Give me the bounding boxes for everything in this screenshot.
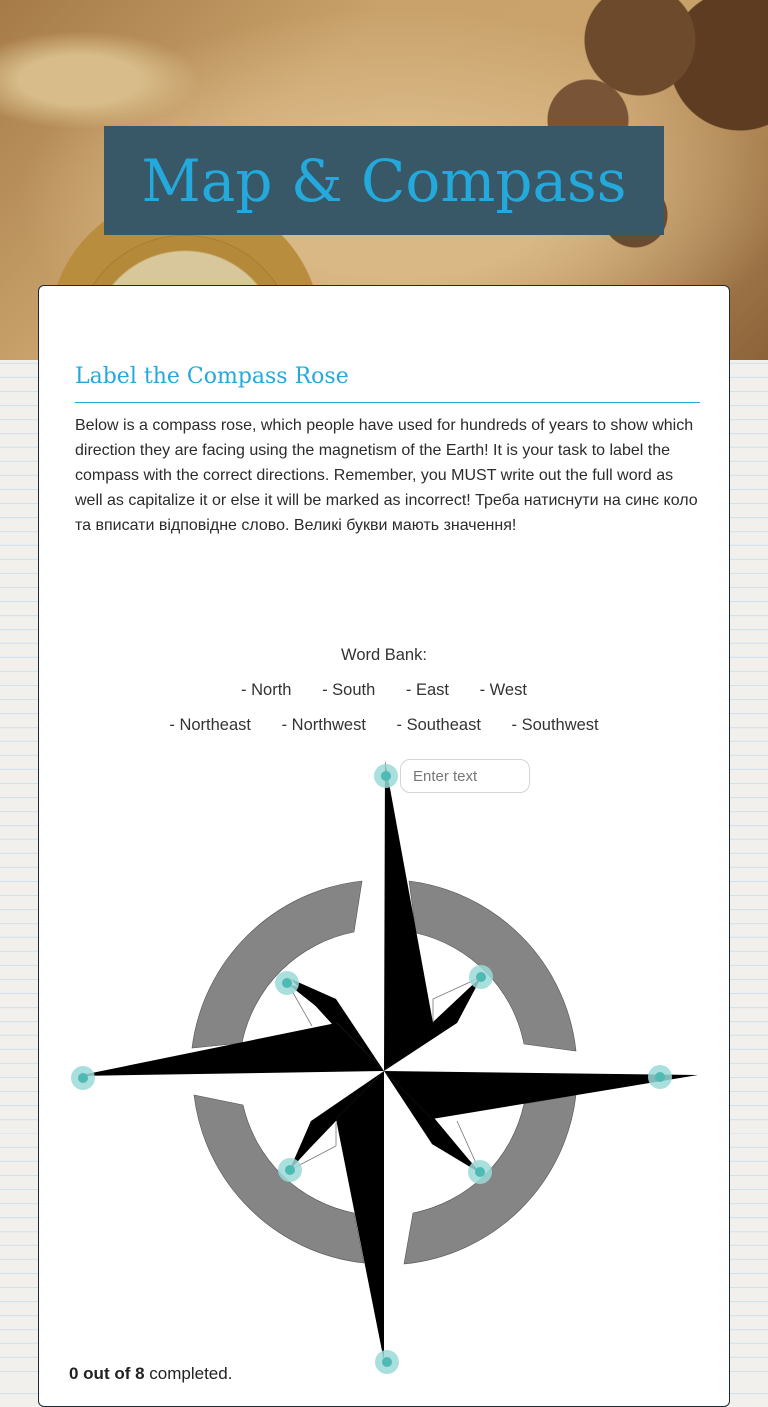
completion-count: 0 out of 8 (69, 1364, 145, 1383)
section-title: Label the Compass Rose (75, 364, 349, 389)
cardinal-points (77, 761, 698, 1361)
compass-rose-diagram (1, 1, 768, 1381)
word-bank-item: - Northeast (169, 716, 251, 734)
completion-suffix: completed. (144, 1364, 233, 1383)
completion-status (69, 1364, 232, 1384)
worksheet-card (38, 285, 730, 1407)
word-bank-item: - South (322, 681, 376, 699)
word-bank-item: - Southeast (396, 716, 481, 734)
hotspot-south[interactable] (375, 1350, 399, 1374)
word-bank-item: - West (479, 681, 527, 699)
hotspot-southwest[interactable] (278, 1158, 302, 1182)
word-bank-item: - Southwest (511, 716, 599, 734)
word-bank-item: - East (405, 681, 449, 699)
word-bank-item: - North (241, 681, 292, 699)
page-title: Map & Compass (141, 146, 627, 215)
hotspot-northwest[interactable] (275, 971, 299, 995)
hotspot-east[interactable] (648, 1065, 672, 1089)
hotspot-northeast[interactable] (469, 965, 493, 989)
word-bank-item: - Northwest (281, 716, 366, 734)
hotspot-west[interactable] (71, 1066, 95, 1090)
word-bank-title: Word Bank: (341, 646, 427, 664)
north-answer-input[interactable] (400, 759, 530, 793)
instructions-text: Below is a compass rose, which people have used for hundreds of years to show which direction they are facing using the magnetism of the Earth! It is your task to label the compass with the correct directions. Remember, you MUST write out the full word as well as capitalize it or else it will be marked as incorrect! Треба натиснути на синє коло та вписати відповідне слово. Великі букви мають значення! (75, 417, 698, 534)
hotspot-southeast[interactable] (468, 1160, 492, 1184)
hotspot-north[interactable] (374, 764, 398, 788)
